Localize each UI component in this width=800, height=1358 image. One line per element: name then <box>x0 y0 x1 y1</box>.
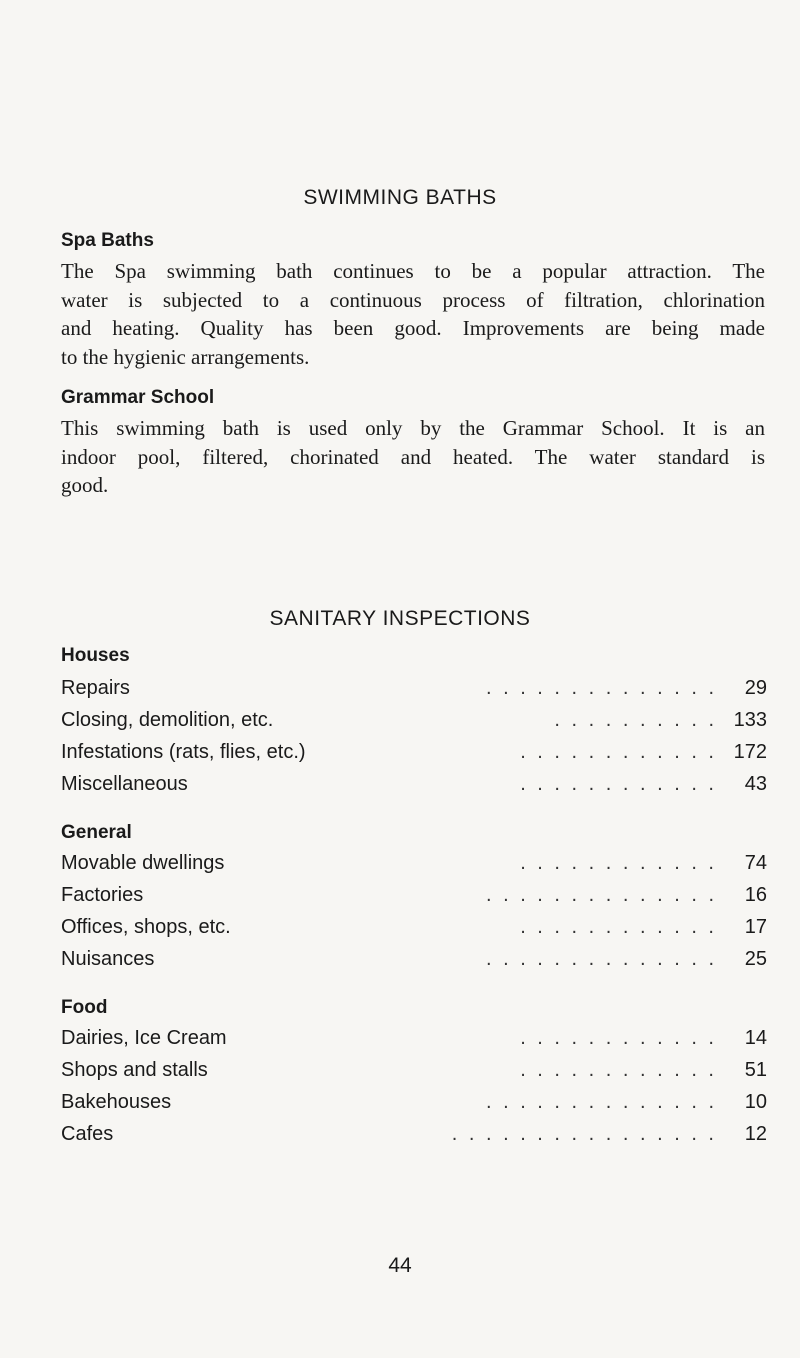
paragraph-line: water is subjected to a continuous process of filtration, chlorination <box>61 287 765 312</box>
leader-dots: . . . . . . . . . . <box>554 709 717 731</box>
row-value: 10 <box>744 1091 767 1113</box>
table-row <box>61 709 767 739</box>
paragraph-line: to the hygienic arrangements. <box>61 344 310 369</box>
leader-dots: . . . . . . . . . . . . <box>520 1059 717 1081</box>
row-label: Closing, demolition, etc. <box>61 709 274 731</box>
leader-dots: . . . . . . . . . . . . <box>520 741 717 763</box>
paragraph-line: indoor pool, filtered, chorinated and heated. The water standard is <box>61 444 765 469</box>
leader-dots: . . . . . . . . . . . . . . <box>485 1091 717 1113</box>
row-label: Dairies, Ice Cream <box>61 1027 227 1049</box>
leader-dots: . . . . . . . . . . . . <box>520 852 717 874</box>
general-heading: General <box>61 822 132 843</box>
row-value: 12 <box>744 1123 767 1145</box>
row-label: Offices, shops, etc. <box>61 916 231 938</box>
spa-baths-paragraph <box>61 257 765 371</box>
row-label: Nuisances <box>61 948 155 970</box>
table-row <box>61 741 767 771</box>
row-label: Infestations (rats, flies, etc.) <box>61 741 306 763</box>
paragraph-line: The Spa swimming bath continues to be a popular attraction. The <box>61 259 765 283</box>
table-row <box>61 852 767 882</box>
table-row <box>61 884 767 914</box>
table-row <box>61 1027 767 1057</box>
leader-dots: . . . . . . . . . . . . <box>520 1027 717 1049</box>
swimming-baths-title: SWIMMING BATHS <box>303 186 497 209</box>
table-row <box>61 1059 767 1089</box>
houses-heading: Houses <box>61 645 130 666</box>
row-value: 74 <box>744 852 767 874</box>
row-label: Cafes <box>61 1123 114 1145</box>
row-label: Bakehouses <box>61 1091 172 1113</box>
leader-dots: . . . . . . . . . . . . <box>520 916 717 938</box>
paragraph-line: This swimming bath is used only by the Grammar School. It is an <box>61 416 765 440</box>
table-row <box>61 916 767 946</box>
row-value: 25 <box>744 948 767 970</box>
page-number: 44 <box>388 1254 412 1277</box>
grammar-school-heading: Grammar School <box>61 387 215 408</box>
row-label: Factories <box>61 884 144 906</box>
row-value: 43 <box>744 773 767 795</box>
table-row <box>61 1091 767 1121</box>
row-value: 17 <box>744 916 767 938</box>
row-label: Miscellaneous <box>61 773 188 795</box>
paragraph-line: and heating. Quality has been good. Improvements are being made <box>61 316 765 340</box>
row-value: 172 <box>733 741 767 763</box>
table-row <box>61 773 767 803</box>
sanitary-inspections-title: SANITARY INSPECTIONS <box>269 607 531 630</box>
table-row <box>61 1123 767 1153</box>
paragraph-line: good. <box>61 473 109 497</box>
table-row <box>61 677 767 707</box>
row-value: 16 <box>744 884 767 906</box>
row-label: Movable dwellings <box>61 852 225 874</box>
row-label: Shops and stalls <box>61 1059 208 1081</box>
row-value: 51 <box>744 1059 767 1081</box>
leader-dots: . . . . . . . . . . . . . . <box>485 677 717 699</box>
leader-dots: . . . . . . . . . . . . . . <box>485 884 717 906</box>
row-value: 14 <box>744 1027 767 1049</box>
grammar-school-paragraph <box>61 414 765 500</box>
leader-dots: . . . . . . . . . . . . . . . . <box>451 1123 717 1145</box>
row-value: 133 <box>733 709 767 731</box>
leader-dots: . . . . . . . . . . . . <box>520 773 717 795</box>
leader-dots: . . . . . . . . . . . . . . <box>485 948 717 970</box>
row-label: Repairs <box>61 677 130 699</box>
row-value: 29 <box>744 677 767 699</box>
table-row <box>61 948 767 978</box>
spa-baths-heading: Spa Baths <box>61 230 154 251</box>
food-heading: Food <box>61 997 108 1018</box>
